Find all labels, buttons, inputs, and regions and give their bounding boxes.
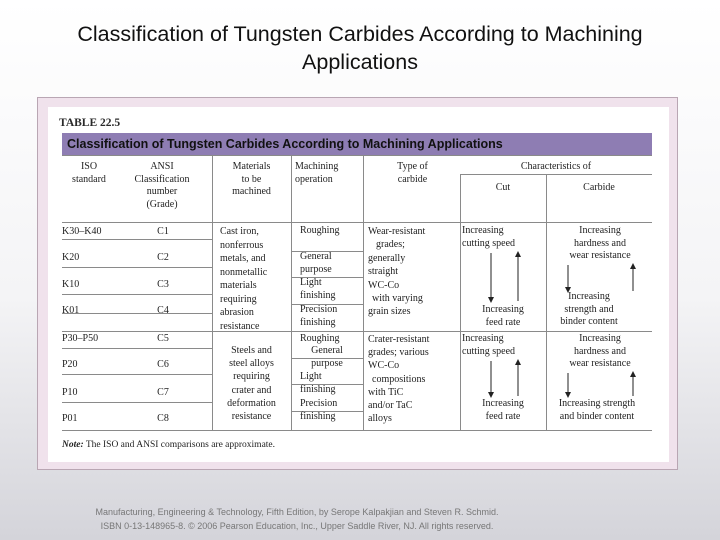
carbide-increasing-strength: Increasing strength and binder content <box>560 291 618 327</box>
arrow-head <box>515 359 521 365</box>
cut-increasing-speed: Increasing cutting speed <box>462 225 516 249</box>
cut-increasing-feed: Increasing feed rate <box>482 398 524 422</box>
operation-cell: Roughing <box>300 333 340 344</box>
materials-cell: Steels and steel alloys requiring crater and deformation resistance <box>227 345 276 423</box>
iso-cell: K10 <box>62 279 80 290</box>
footer-line-2: ISBN 0-13-148965-8. © 2006 Pearson Education, Inc., Upper Saddle River, NJ. All rights reserved. <box>100 520 494 531</box>
ansi-cell: C8 <box>157 413 169 424</box>
header-carbide-type: Type of carbide <box>397 161 428 185</box>
operation-cell: Precision finishing <box>300 304 338 328</box>
iso-cell: P01 <box>62 413 78 424</box>
header-operation: Machining operation <box>295 161 339 185</box>
note-text: The ISO and ANSI comparisons are approximate. <box>85 440 276 450</box>
header-iso: ISO standard <box>72 161 106 185</box>
operation-cell: Roughing <box>300 225 340 236</box>
ansi-cell: C2 <box>157 252 169 263</box>
ansi-cell: C1 <box>157 226 169 237</box>
arrow-head <box>565 392 571 398</box>
iso-cell: K01 <box>62 305 80 316</box>
iso-cell: K30–K40 <box>62 226 102 237</box>
materials-cell: Cast iron, nonferrous metals, and nonmetallic materials requiring abrasion resistance <box>220 226 268 332</box>
arrow-head <box>630 371 636 377</box>
carbide-increasing-hardness: Increasing hardness and wear resistance <box>569 225 631 261</box>
table-number: TABLE 22.5 <box>59 117 121 129</box>
operation-cell: Light finishing <box>300 371 336 395</box>
slide-title <box>0 20 720 76</box>
operation-cell: Precision finishing <box>300 398 338 422</box>
ansi-cell: C4 <box>157 305 169 316</box>
table-page <box>48 107 669 462</box>
iso-cell: P20 <box>62 359 78 370</box>
footer-line-1: Manufacturing, Engineering & Technology, Fifth Edition, by Serope Kalpakjian and Steven R. Schmid. <box>95 507 499 517</box>
arrow-head <box>488 392 494 398</box>
copyright-footer <box>62 506 532 533</box>
cut-increasing-feed: Increasing feed rate <box>482 304 524 328</box>
iso-cell: K20 <box>62 252 80 263</box>
header-ansi: ANSI Classification number (Grade) <box>134 161 190 210</box>
operation-cell: General purpose <box>300 251 332 275</box>
slide-title-line-2: Applications <box>302 50 418 74</box>
arrow-head <box>565 287 571 293</box>
header-carbide: Carbide <box>583 182 615 193</box>
ansi-cell: C5 <box>157 333 169 344</box>
table-image-frame <box>37 97 678 470</box>
trend-arrows <box>48 107 669 462</box>
ansi-cell: C6 <box>157 359 169 370</box>
iso-cell: P30–P50 <box>62 333 99 344</box>
table-caption: Classification of Tungsten Carbides According to Machining Applications <box>62 133 652 155</box>
header-materials: Materials to be machined <box>232 161 271 197</box>
carbide-increasing-strength: Increasing strength and binder content <box>558 398 636 422</box>
ansi-cell: C3 <box>157 279 169 290</box>
carbide-type-cell: Crater-resistant grades; various WC-Co compositions with TiC and/or TaC alloys <box>368 334 430 425</box>
note-label: Note: <box>62 440 84 450</box>
iso-cell: P10 <box>62 387 78 398</box>
table-note <box>62 440 275 450</box>
header-cut: Cut <box>495 182 511 193</box>
carbide-type-cell: Wear-resistant grades; generally straight WC-Co with varying grain sizes <box>368 226 426 318</box>
operation-cell: Light finishing <box>300 277 336 301</box>
ansi-cell: C7 <box>157 387 169 398</box>
arrow-head <box>488 297 494 303</box>
operation-cell: General purpose <box>311 345 343 369</box>
arrow-head <box>630 263 636 269</box>
cut-increasing-speed: Increasing cutting speed <box>462 333 516 357</box>
carbide-increasing-hardness: Increasing hardness and wear resistance <box>569 333 631 369</box>
arrow-head <box>515 251 521 257</box>
slide-title-line-1: Classification of Tungsten Carbides According to Machining <box>77 22 643 46</box>
header-characteristics: Characteristics of <box>520 161 592 172</box>
